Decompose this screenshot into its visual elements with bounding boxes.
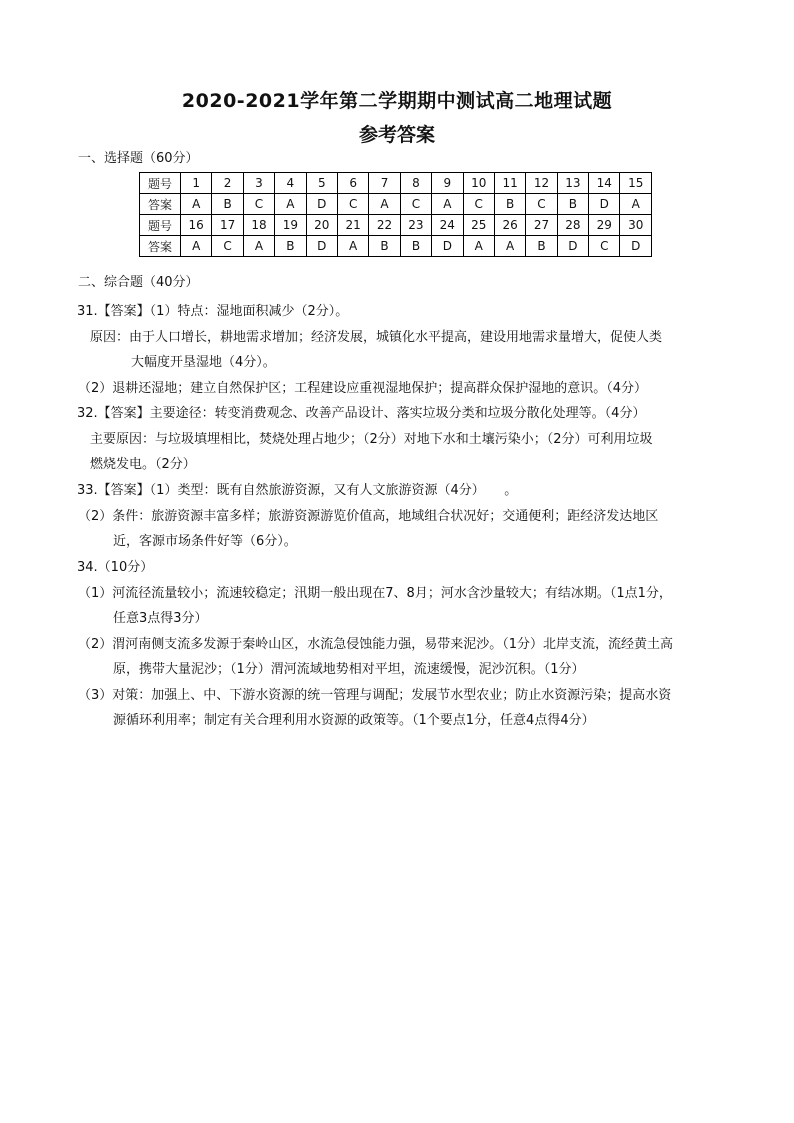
- answer-table-row: [140, 173, 652, 194]
- q31-reason-line: 原因：由于人口增长，耕地需求增加；经济发展，城镇化水平提高，建设用地需求量增大，促使人类: [90, 330, 663, 345]
- answer-table-cell: 27: [526, 215, 557, 236]
- answer-table-cell: 16: [181, 215, 212, 236]
- section-heading-choice: 一、选择题（60分）: [78, 151, 199, 166]
- row-label-cell: 题号: [140, 173, 181, 194]
- answer-table-cell: 14: [589, 173, 620, 194]
- answer-table-cell: C: [589, 236, 620, 257]
- answer-table-cell: D: [620, 236, 652, 257]
- answer-table-cell: 1: [181, 173, 212, 194]
- q31-part2-line: （2）退耕还湿地；建立自然保护区；工程建设应重视湿地保护；提高群众保护湿地的意识。（4分）: [78, 381, 648, 396]
- answer-table-cell: 10: [463, 173, 494, 194]
- answer-table-cell: D: [432, 236, 463, 257]
- answer-table-cell: C: [212, 236, 243, 257]
- answer-table-cell: A: [337, 236, 368, 257]
- answer-table-cell: B: [526, 236, 557, 257]
- answer-table-cell: 22: [369, 215, 400, 236]
- answer-table-row: [140, 236, 652, 257]
- answer-table-cell: 5: [306, 173, 337, 194]
- answer-table-cell: B: [275, 236, 306, 257]
- answer-table-cell: A: [494, 236, 525, 257]
- page-subtitle: 参考答案: [358, 124, 435, 146]
- row-label-cell: 答案: [140, 236, 181, 257]
- answer-table-cell: A: [369, 194, 400, 215]
- answer-table-cell: 23: [400, 215, 431, 236]
- answer-table-cell: A: [432, 194, 463, 215]
- page-title: 2020-2021学年第二学期期中测试高二地理试题: [181, 90, 613, 112]
- q32-reason-line: 主要原因：与垃圾填埋相比，焚烧处理占地少；（2分）对地下水和土壤污染小；（2分）可利用垃圾: [90, 432, 653, 447]
- answer-table-cell: 18: [243, 215, 274, 236]
- answer-table-cell: D: [557, 236, 588, 257]
- q33-part2-cont-line: 近，客源市场条件好等（6分）。: [113, 534, 297, 549]
- q31-reason-cont-line: 大幅度开垦湿地（4分）。: [131, 355, 276, 370]
- answer-table-cell: B: [557, 194, 588, 215]
- section-heading-comprehensive: 二、综合题（40分）: [78, 275, 199, 290]
- q34-part3-cont-line: 源循环利用率；制定有关合理利用水资源的政策等。（1个要点1分，任意4点得4分）: [113, 713, 595, 728]
- q32-reason-cont-line: 燃烧发电。（2分）: [90, 457, 196, 472]
- answer-table-cell: B: [212, 194, 243, 215]
- answer-table-cell: 11: [494, 173, 525, 194]
- answer-table-cell: 19: [275, 215, 306, 236]
- q34-part3-line: （3）对策：加强上、中、下游水资源的统一管理与调配；发展节水型农业；防止水资源污染；提高水资: [78, 688, 672, 703]
- answer-table-cell: 2: [212, 173, 243, 194]
- answer-table-cell: D: [306, 194, 337, 215]
- answer-table-row: [140, 194, 652, 215]
- q34-part1-line: （1）河流径流量较小；流速较稳定；汛期一般出现在7、8月；河水含沙量较大；有结冰期。（1点1分，: [78, 586, 672, 601]
- answer-table-cell: C: [463, 194, 494, 215]
- q34-heading-line: 34.（10分）: [77, 560, 154, 575]
- answer-table-cell: B: [494, 194, 525, 215]
- q31-answer-line: 31.【答案】（1）特点：湿地面积减少（2分）。: [77, 304, 349, 319]
- answer-table-cell: A: [463, 236, 494, 257]
- answer-table-cell: B: [400, 236, 431, 257]
- answer-table-cell: 25: [463, 215, 494, 236]
- q34-part2-line: （2）渭河南侧支流多发源于秦岭山区，水流急侵蚀能力强，易带来泥沙。（1分）北岸支流，流经黄土高: [78, 637, 674, 652]
- answer-table-cell: 4: [275, 173, 306, 194]
- answer-table-cell: B: [369, 236, 400, 257]
- answer-table-cell: C: [337, 194, 368, 215]
- answer-table-row: [140, 215, 652, 236]
- answer-table-cell: 6: [337, 173, 368, 194]
- answer-table-cell: D: [589, 194, 620, 215]
- answer-table-cell: A: [243, 236, 274, 257]
- answer-table-cell: 28: [557, 215, 588, 236]
- answer-table-cell: 9: [432, 173, 463, 194]
- answer-table: [139, 172, 652, 257]
- q34-part1-cont-line: 任意3点得3分）: [113, 611, 208, 626]
- q32-answer-line: 32.【答案】主要途径：转变消费观念、改善产品设计、落实垃圾分类和垃圾分散化处理等。（4分）: [77, 406, 646, 421]
- answer-table-cell: D: [306, 236, 337, 257]
- answer-table-cell: C: [243, 194, 274, 215]
- answer-table-cell: 7: [369, 173, 400, 194]
- answer-table-cell: A: [181, 194, 212, 215]
- q34-part2-cont-line: 原，携带大量泥沙；（1分）渭河流域地势相对平坦，流速缓慢，泥沙沉积。（1分）: [113, 662, 585, 677]
- answer-table-cell: 13: [557, 173, 588, 194]
- answer-table-cell: A: [181, 236, 212, 257]
- answer-table-cell: 15: [620, 173, 652, 194]
- answer-table-cell: 17: [212, 215, 243, 236]
- answer-table-cell: C: [400, 194, 431, 215]
- answer-table-cell: A: [620, 194, 652, 215]
- answer-table-cell: C: [526, 194, 557, 215]
- answer-table-cell: 30: [620, 215, 652, 236]
- answer-table-cell: 3: [243, 173, 274, 194]
- q33-answer-line: 33.【答案】（1）类型：既有自然旅游资源，又有人文旅游资源（4分） 。: [77, 483, 518, 498]
- answer-table-cell: 29: [589, 215, 620, 236]
- answer-table-cell: 24: [432, 215, 463, 236]
- answer-table-cell: 12: [526, 173, 557, 194]
- answer-table-cell: 21: [337, 215, 368, 236]
- answer-table-cell: 26: [494, 215, 525, 236]
- q33-part2-line: （2）条件：旅游资源丰富多样；旅游资源游览价值高，地域组合状况好；交通便利；距经济发达地区: [78, 509, 659, 524]
- answer-table-cell: A: [275, 194, 306, 215]
- row-label-cell: 答案: [140, 194, 181, 215]
- answer-table-cell: 8: [400, 173, 431, 194]
- answer-table-cell: 20: [306, 215, 337, 236]
- row-label-cell: 题号: [140, 215, 181, 236]
